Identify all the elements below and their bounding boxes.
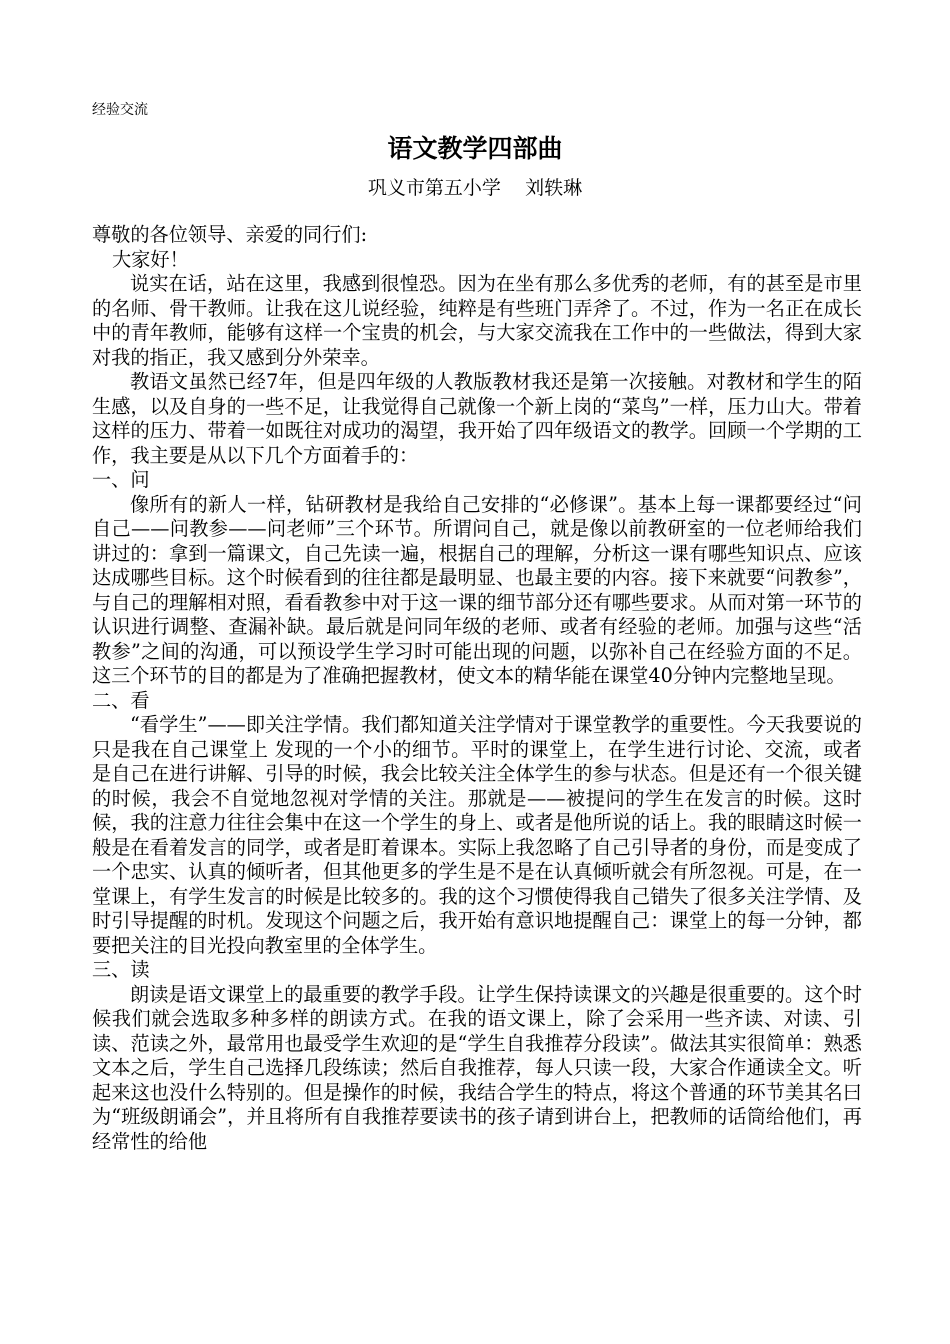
intro-paragraph: 教语文虽然已经7年，但是四年级的人教版教材我还是第一次接触。对教材和学生的陌生感，以及自身的一些不足，让我觉得自己就像一个新上岗的“菜鸟”一样，压力山大。带着这样的压力、带着一如既往对成功的渴望，我开始了四年级语文的教学。回顾一个学期的工作，我主要是从以下几个方面着手的：: [92, 370, 862, 467]
section-heading: 二、看: [92, 688, 150, 712]
greeting: 大家好！: [112, 247, 189, 271]
document-title: 语文教学四部曲: [387, 134, 563, 163]
section-heading: 一、问: [92, 468, 150, 491]
section-paragraph: 像所有的新人一样，钻研教材是我给自己安排的“必修课”。基本上每一课都要经过“问自己——问教参——问老师”三个环节。所谓问自己，就是像以前教研室的一位老师给我们讲过的：拿到一篇课文，自己先读一遍，根据自己的理解，分析这一课有哪些知识点、应该达成哪些目标。这个时候看到的往往都是最明显、也最主要的内容。接下来就要“问教参”，与自己的理解相对照，看看教参中对于这一课的细节部分还有哪些要求。从而对第一环节的认识进行调整、查漏补缺。最后就是问同年级的老师、或者有经验的老师。加强与这些“活教参”之间的沟通，可以预设学生学习时可能出现的问题，以弥补自己在经验方面的不足。这三个环节的目的都是为了准确把握教材，使文本的精华能在课堂40分钟内完整地呈现。: [92, 492, 862, 687]
header-category-label: 经验交流: [92, 102, 148, 118]
salutation: 尊敬的各位领导、亲爱的同行们:: [92, 223, 368, 246]
author-line: 巩义市第五小学 刘轶琳: [367, 177, 583, 199]
intro-paragraph: 说实在话，站在这里，我感到很惶恐。因为在坐有那么多优秀的老师，有的甚至是市里的名师、骨干教师。让我在这儿说经验，纯粹是有些班门弄斧了。不过，作为一名正在成长中的青年教师，能够有这样一个宝贵的机会，与大家交流我在工作中的一些做法，得到大家对我的指正，我又感到分外荣幸。: [92, 272, 862, 369]
section-paragraph: 朗读是语文课堂上的最重要的教学手段。让学生保持读课文的兴趣是很重要的。这个时候我们就会选取多种多样的朗读方式。在我的语文课上，除了会采用一些齐读、对读、引读、范读之外，最常用也最受学生欢迎的是“学生自我推荐分段读”。做法其实很简单：熟悉文本之后，学生自己选择几段练读；然后自我推荐，每人只读一段，大家合作通读全文。听起来这也没什么特别的。但是操作的时候，我结合学生的特点，将这个普通的环节美其名曰为“班级朗诵会”，并且将所有自我推荐要读书的孩子请到讲台上，把教师的话筒给他们，再经常性的给他: [92, 982, 862, 1153]
section-paragraph: “看学生”——即关注学情。我们都知道关注学情对于课堂教学的重要性。今天我要说的 只是我在自己课堂上 发现的一个小的细节。平时的课堂上，在学生进行讨论、交流，或者是自己在进行讲解、引导的时候，我会比较关注全体学生的参与状态。但是还有一个很关键的时候，我会不自觉地忽视对学情的关注。那就是——被提问的学生在发言的时候。这时候，我的注意力往往会集中在这一个学生的身上、或者是他所说的话上。我的眼睛这时候一般是在看着发言的同学，或者是盯着课本。实际上我忽略了自己引导者的身份，而是变成了一个忠实、认真的倾听者，但其他更多的学生是不是在认真倾听就会有所忽视。可是，在一堂课上，有学生发言的时候是比较多的。我的这个习惯使得我自己错失了很多关注学情、及时引导提醒的时机。发现这个问题之后，我开始有意识地提醒自己：课堂上的每一分钟，都要把关注的目光投向教室里的全体学生。: [92, 713, 862, 957]
document-body: [92, 223, 862, 1154]
section-heading: 三、读: [92, 958, 150, 981]
